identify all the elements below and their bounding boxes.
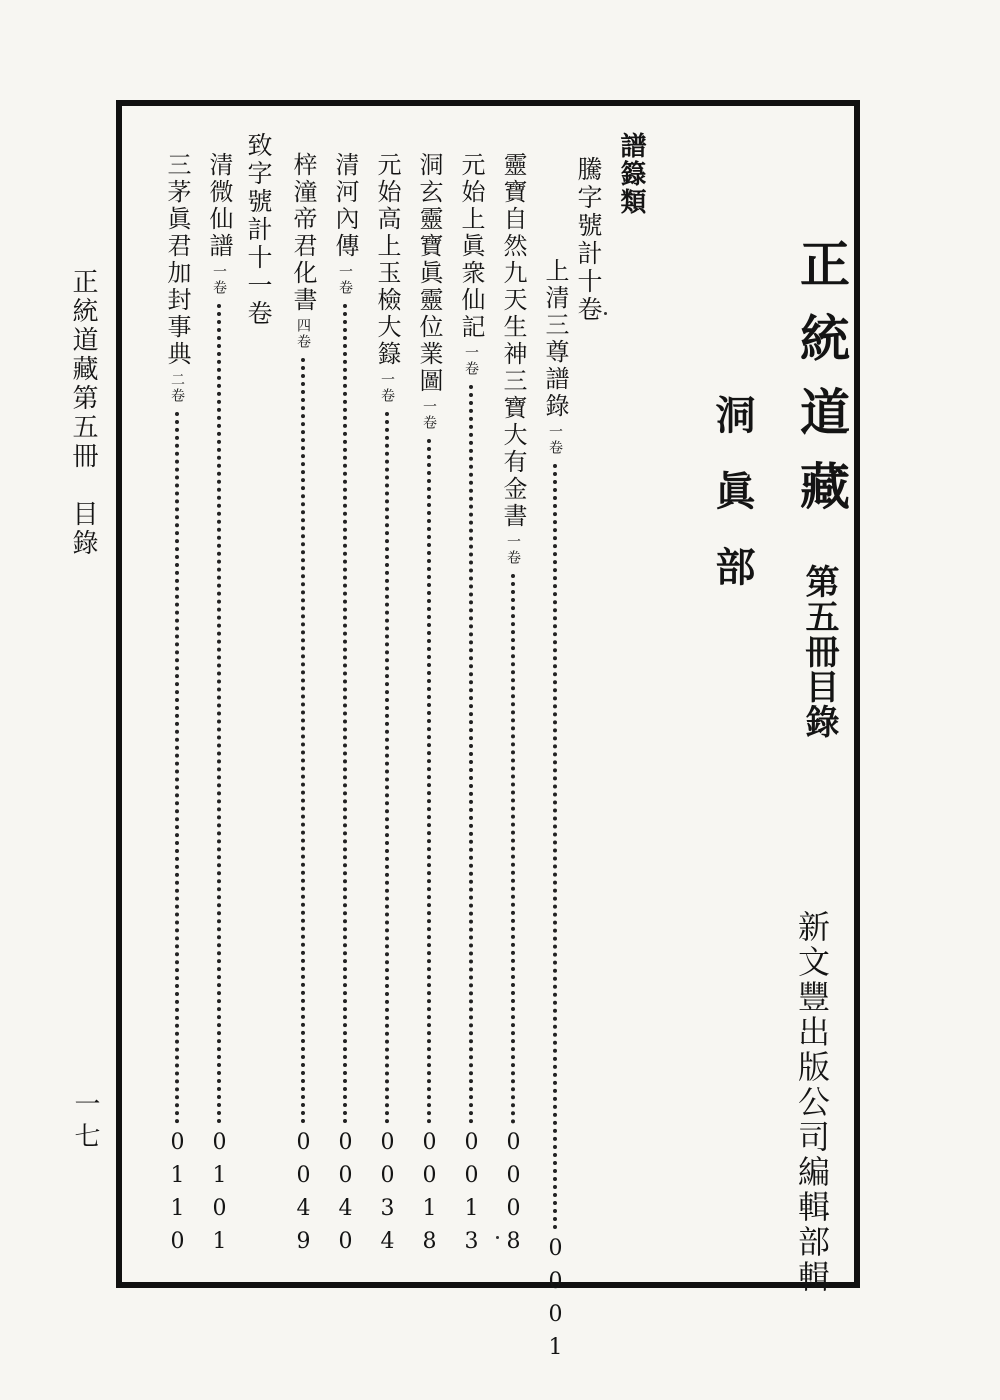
leader-dots xyxy=(217,304,221,1124)
leader-dots xyxy=(385,412,389,1124)
leader-dots xyxy=(175,412,179,1124)
leader-dots xyxy=(301,358,305,1124)
entry-volumes: 一卷 xyxy=(547,424,563,456)
entry-page: 0008 xyxy=(501,1130,526,1262)
toc-entry[interactable] xyxy=(414,152,444,1262)
toc-entry[interactable] xyxy=(162,152,192,1262)
group-label: 騰字號計十卷 xyxy=(574,156,603,324)
entry-title: 洞玄靈寶眞靈位業圖 xyxy=(415,152,443,395)
toc-entry[interactable] xyxy=(498,152,528,1262)
entry-volumes: 二卷 xyxy=(169,372,185,404)
entry-volumes: 一卷 xyxy=(379,372,395,404)
main-title: 正統道藏 xyxy=(792,238,850,534)
toc-entry[interactable] xyxy=(330,152,360,1262)
entry-page: 0001 xyxy=(543,1236,568,1368)
entry-title: 上清三尊譜錄 xyxy=(541,258,569,420)
entry-page: 0013 xyxy=(459,1130,484,1262)
entry-page: 0101 xyxy=(207,1130,232,1262)
leader-dots xyxy=(511,574,515,1124)
entry-volumes: 一卷 xyxy=(421,399,437,431)
entry-title: 元始上眞衆仙記 xyxy=(457,152,485,341)
toc-entry[interactable] xyxy=(372,152,402,1262)
entry-page: 0034 xyxy=(375,1130,400,1262)
leader-dots xyxy=(343,304,347,1124)
toc-entry[interactable] xyxy=(204,152,234,1262)
entry-volumes: 一卷 xyxy=(463,345,479,377)
toc-entry[interactable] xyxy=(540,258,570,1368)
entry-volumes: 四卷 xyxy=(295,318,311,350)
entry-page: 0018 xyxy=(417,1130,442,1262)
page-frame xyxy=(116,100,860,1368)
entry-volumes: 一卷 xyxy=(337,264,353,296)
entry-volumes: 一卷 xyxy=(505,534,521,566)
entry-title: 清微仙譜 xyxy=(205,152,233,260)
running-head: 正統道藏第五冊 目錄 xyxy=(68,268,98,558)
entry-title: 元始高上玉檢大籙 xyxy=(373,152,401,368)
entry-page: 0040 xyxy=(333,1130,358,1262)
toc-entry[interactable] xyxy=(288,152,318,1262)
entry-title: 三茅眞君加封事典 xyxy=(163,152,191,368)
entry-page: 0049 xyxy=(291,1130,316,1262)
volume-subtitle: 第五冊目錄 xyxy=(799,564,839,739)
category-heading: 譜籙類 xyxy=(616,132,646,216)
leader-dots xyxy=(469,385,473,1124)
leader-dots xyxy=(427,439,431,1124)
scan-speck xyxy=(604,312,607,315)
leader-dots xyxy=(553,464,557,1230)
entry-title: 清河內傳 xyxy=(331,152,359,260)
entry-title: 靈寶自然九天生神三寶大有金書 xyxy=(499,152,527,530)
division-title: 洞眞部 xyxy=(709,394,755,622)
toc-entry[interactable] xyxy=(456,152,486,1262)
entry-volumes: 一卷 xyxy=(211,264,227,296)
publisher: 新文豐出版公司編輯部輯 xyxy=(793,910,831,1295)
page-number: 一七 xyxy=(70,1090,100,1154)
entry-page: 0110 xyxy=(165,1130,190,1262)
entry-title: 梓潼帝君化書 xyxy=(289,152,317,314)
scan-speck xyxy=(496,1236,499,1239)
group-label: 致字號計十一卷 xyxy=(244,132,273,328)
